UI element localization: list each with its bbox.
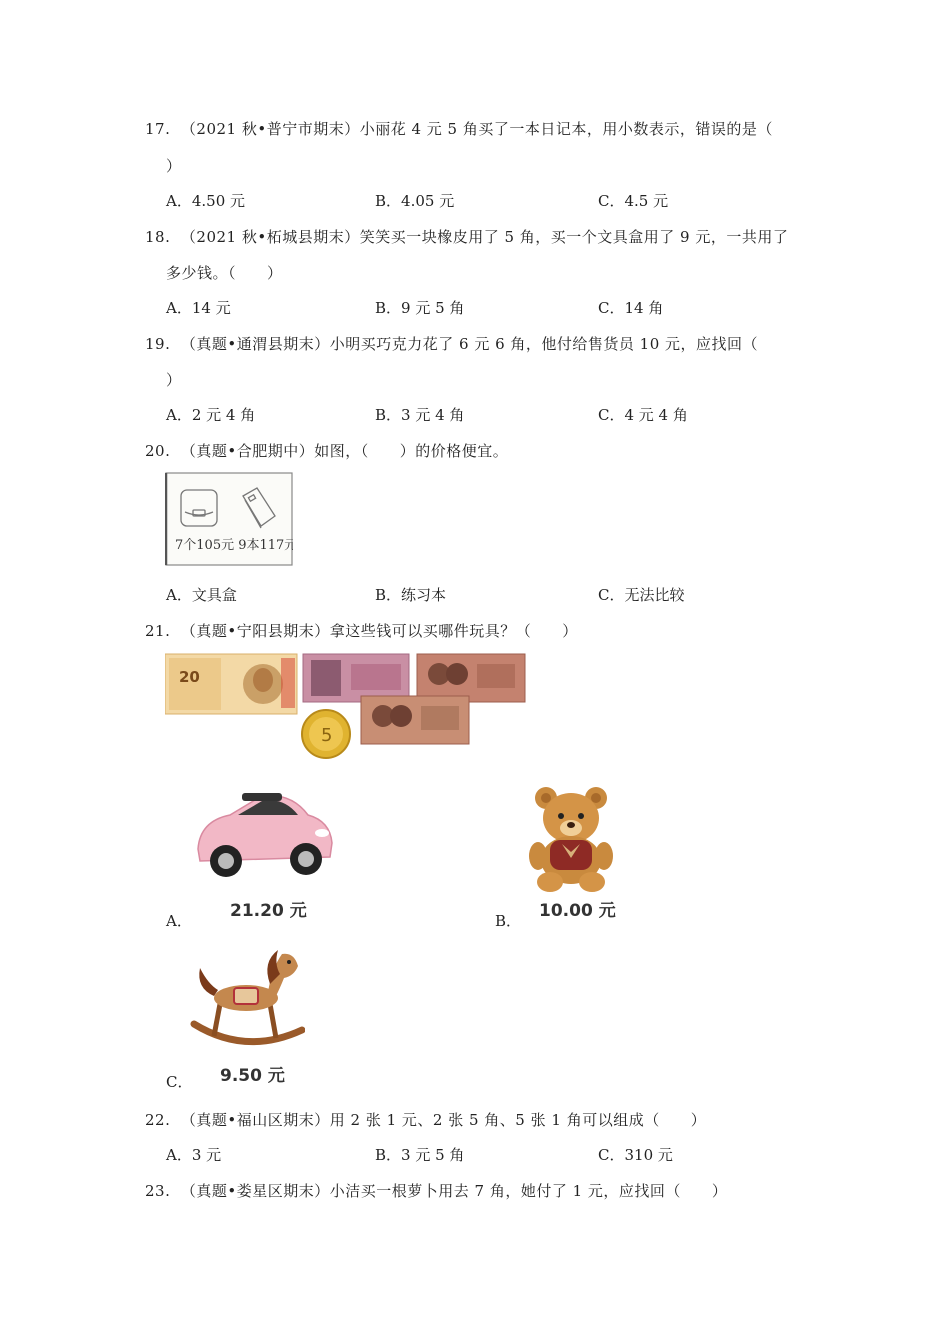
option-c[interactable]: C．4.5 元	[598, 192, 669, 210]
option-c[interactable]: C．14 角	[598, 299, 664, 317]
figure-caption: 7个105元 9本117元	[175, 538, 293, 553]
note-value: 20	[179, 668, 200, 686]
question-continuation: ）	[166, 157, 182, 175]
question-23	[145, 1180, 727, 1201]
question-number: 19.	[145, 335, 171, 353]
option-a[interactable]: A．14 元	[166, 299, 231, 317]
question-number: 18.	[145, 228, 171, 246]
rocking-horse-image[interactable]	[190, 944, 305, 1056]
question-number: 22.	[145, 1111, 171, 1129]
option-c[interactable]: C．无法比较	[598, 586, 685, 604]
question-text: （2021 秋•普宁市期末）小丽花 4 元 5 角买了一本日记本，用小数表示，错误的是（	[180, 120, 773, 138]
option-c-label[interactable]: C．	[166, 1073, 193, 1091]
option-a[interactable]: A．文具盒	[166, 586, 237, 604]
question-21	[145, 620, 578, 641]
question-continuation: ）	[166, 371, 182, 389]
question-number: 21.	[145, 622, 171, 640]
toy-car-image[interactable]	[190, 785, 338, 885]
rocking-horse-price: 9.50 元	[220, 1066, 285, 1086]
teddy-bear-price: 10.00 元	[539, 901, 616, 921]
option-b[interactable]: B．9 元 5 角	[375, 299, 465, 317]
twenty-yuan-note	[165, 654, 297, 714]
question-20	[145, 440, 508, 461]
option-c[interactable]: C．310 元	[598, 1146, 673, 1164]
option-b[interactable]: B．3 元 5 角	[375, 1146, 465, 1164]
pencil-case-notebook-figure	[165, 472, 293, 566]
question-text: （2021 秋•柘城县期末）笑笑买一块橡皮用了 5 角，买一个文具盒用了 9 元，一共用了	[180, 228, 789, 246]
five-jiao-coin	[302, 710, 350, 758]
money-picture	[165, 652, 530, 762]
one-jiao-note-top	[417, 654, 525, 702]
question-text: （真题•宁阳县期末）拿这些钱可以买哪件玩具？（ ）	[180, 622, 578, 640]
question-19	[145, 333, 758, 354]
option-a[interactable]: A．4.50 元	[166, 192, 245, 210]
coin-value: 5	[321, 725, 333, 746]
question-continuation: 多少钱。（ ）	[166, 264, 283, 282]
option-a-label[interactable]: A．	[166, 912, 192, 930]
question-text: （真题•福山区期末）用 2 张 1 元、2 张 5 角、5 张 1 角可以组成（ ）	[180, 1111, 707, 1129]
question-number: 20.	[145, 442, 171, 460]
question-number: 23.	[145, 1182, 171, 1200]
ten-jiao-note	[303, 654, 409, 702]
option-b[interactable]: B．练习本	[375, 586, 447, 604]
question-text: （真题•合肥期中）如图，（ ）的价格便宜。	[180, 442, 509, 460]
question-text: （真题•通渭县期末）小明买巧克力花了 6 元 6 角，他付给售货员 10 元，应找回（	[180, 335, 759, 353]
question-number: 17.	[145, 120, 171, 138]
option-b[interactable]: B．3 元 4 角	[375, 406, 465, 424]
question-text: （真题•娄星区期末）小洁买一根萝卜用去 7 角，她付了 1 元，应找回（ ）	[180, 1182, 728, 1200]
option-a[interactable]: A．3 元	[166, 1146, 222, 1164]
one-jiao-note-bottom	[361, 696, 469, 744]
option-a[interactable]: A．2 元 4 角	[166, 406, 256, 424]
option-c[interactable]: C．4 元 4 角	[598, 406, 688, 424]
option-b-label[interactable]: B．	[495, 912, 522, 930]
toy-car-price: 21.20 元	[230, 901, 307, 921]
option-b[interactable]: B．4.05 元	[375, 192, 455, 210]
question-18	[145, 226, 788, 247]
teddy-bear-image[interactable]	[522, 786, 620, 892]
question-22	[145, 1109, 706, 1130]
question-17	[145, 118, 773, 139]
